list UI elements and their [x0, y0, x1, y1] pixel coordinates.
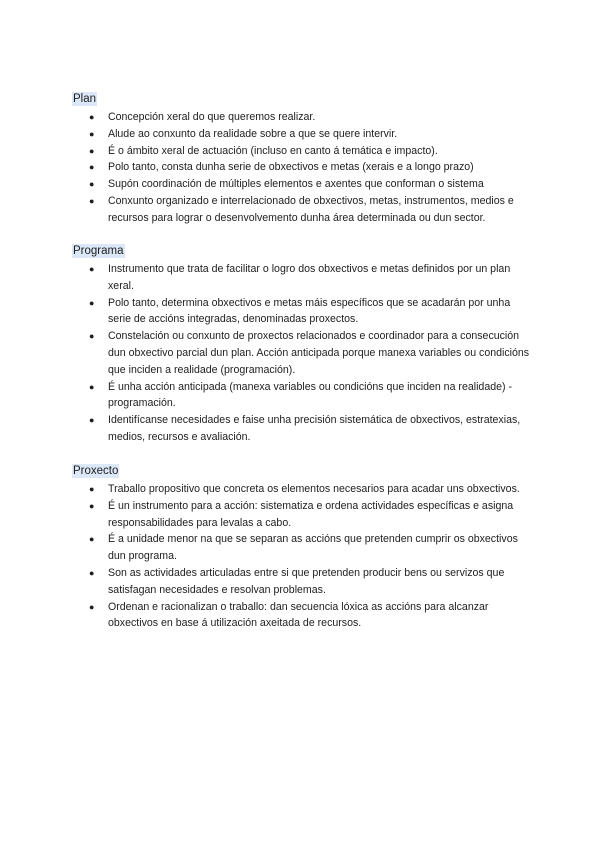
list-item: ● Polo tanto, consta dunha serie de obxectivos e metas (xerais e a longo prazo) — [72, 159, 532, 176]
bullet-list — [72, 109, 532, 227]
bullet-icon: ● — [89, 162, 95, 173]
bullet-icon: ● — [89, 331, 95, 342]
list-item: ● Alude ao conxunto da realidade sobre a que se quere intervir. — [72, 126, 532, 143]
section-heading: Plan — [73, 93, 97, 105]
bullet-icon: ● — [89, 195, 95, 206]
list-item: ● É unha acción anticipada (manexa variables ou condicións que inciden na realidade) - programación. — [89, 380, 512, 410]
bullet-icon: ● — [89, 179, 95, 190]
bullet-icon: ● — [89, 112, 95, 122]
bullet-icon: ● — [89, 145, 95, 156]
bullet-icon: ● — [89, 297, 95, 308]
bullet-icon: ● — [89, 415, 95, 426]
list-item: ● Ordenan e racionalizan o traballo: dan secuencia lóxica as accións para alcanzar obxectivos en base á utilización axeitada de recursos. — [89, 600, 489, 630]
list-item: ● É un instrumento para a acción: sistematiza e ordena actividades específicas e asigna responsabilidades para levalas a cabo. — [89, 499, 514, 529]
list-item: ● Polo tanto, determina obxectivos e metas máis específicos que se acadarán por unha serie de accións integradas, denominadas proxectos. — [89, 296, 511, 326]
list-item: ● Son as actividades articuladas entre si que pretenden producir bens ou servizos que satisfagan necesidades e resolvan problemas. — [89, 566, 505, 596]
list-item: ● Instrumento que trata de facilitar o logro dos obxectivos e metas definidos por un plan xeral. — [89, 263, 511, 292]
bullet-icon: ● — [89, 264, 95, 274]
bullet-icon: ● — [89, 128, 95, 139]
bullet-icon: ● — [89, 381, 95, 392]
list-item: ● Concepción xeral do que queremos realizar. — [72, 109, 532, 126]
bullet-icon: ● — [89, 567, 95, 578]
bullet-list — [72, 261, 532, 446]
section-programa — [72, 241, 532, 446]
bullet-icon: ● — [89, 601, 95, 612]
list-item: ● Constelación ou conxunto de proxectos relacionados e coordinador para a consecución dun obxectivo parcial dun plan. Acción anticipada porque manexa variables ou condicións que inciden a realidade (programación). — [89, 330, 530, 376]
bullet-icon: ● — [89, 484, 95, 494]
list-item: ● É a unidade menor na que se separan as accións que pretenden cumprir os obxectivos dun programa. — [89, 533, 518, 563]
bullet-list — [72, 481, 532, 632]
section-heading: Proxecto — [73, 465, 119, 477]
list-item: ● Conxunto organizado e interrelacionado de obxectivos, metas, instrumentos, medios e recursos para lograr o desenvolvemento dunha área determinada ou dun sector. — [89, 194, 514, 224]
list-item: ● Supón coordinación de múltiples elementos e axentes que conforman o sistema — [72, 176, 532, 193]
bullet-icon: ● — [89, 534, 95, 545]
section-heading: Programa — [73, 245, 124, 257]
bullet-icon: ● — [89, 500, 95, 511]
section-plan — [72, 89, 532, 227]
list-item: ● Traballo propositivo que concreta os elementos necesarios para acadar uns obxectivos. — [72, 481, 532, 498]
section-proxecto — [72, 461, 532, 632]
list-item: ● É o ámbito xeral de actuación (incluso en canto á temática e impacto). — [72, 143, 532, 160]
list-item: ● Identifícanse necesidades e faise unha precisión sistemática de obxectivos, estratexias, medios, recursos e avaliación. — [89, 414, 521, 443]
